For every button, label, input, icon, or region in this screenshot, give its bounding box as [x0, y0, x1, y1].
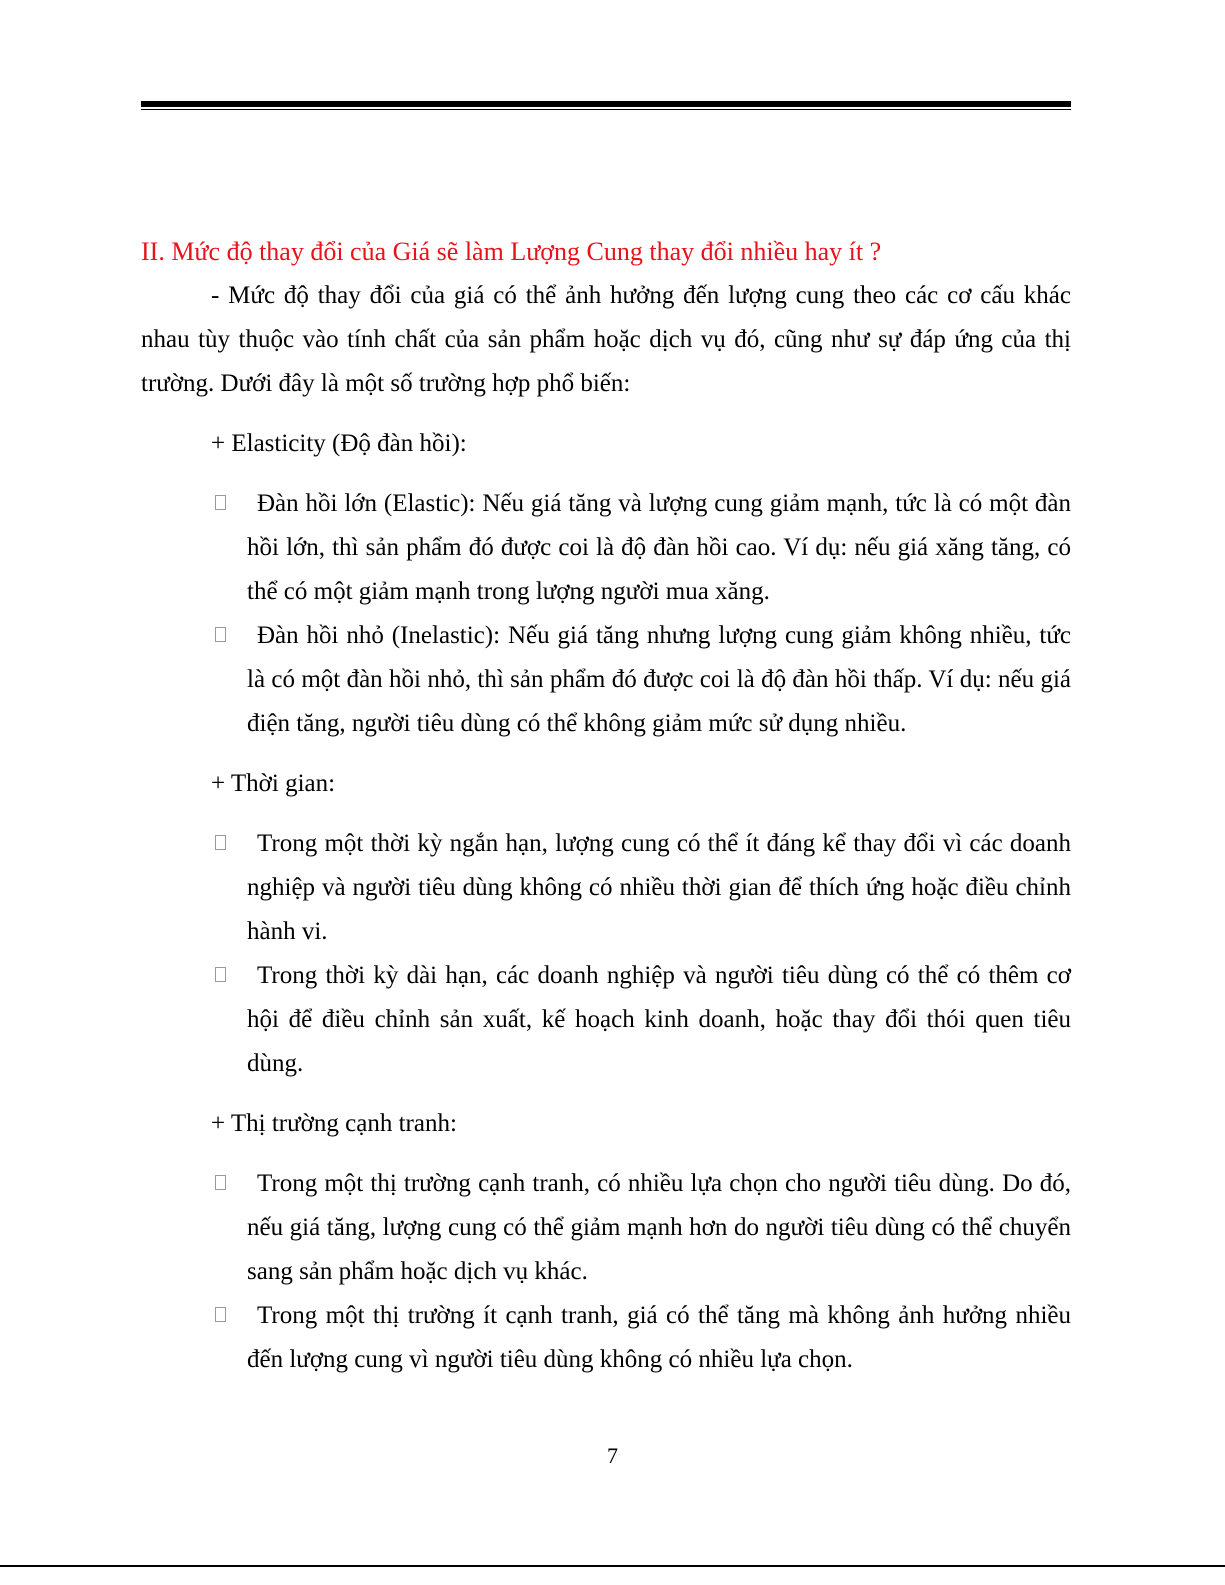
list-item: [247, 1294, 1071, 1382]
list-item-text: Trong một thị trường cạnh tranh, có nhiều lựa chọn cho người tiêu dùng. Do đó, nếu giá tăng, lượng cung có thể giảm mạnh hơn do người tiêu dùng có thể chuyển sang sản phẩm hoặc dịch vụ khác.: [247, 1170, 1071, 1285]
bullet-box-icon: [215, 967, 226, 982]
bullet-box-icon: [215, 627, 226, 642]
list-item-text: Trong một thời kỳ ngắn hạn, lượng cung có thể ít đáng kể thay đổi vì các doanh nghiệp và người tiêu dùng không có nhiều thời gian để thích ứng hoặc điều chỉnh hành vi.: [247, 830, 1071, 945]
list-item: [247, 1162, 1071, 1294]
list-item: [247, 954, 1071, 1086]
bullet-box-icon: [215, 835, 226, 850]
list-item: [247, 482, 1071, 614]
intro-paragraph: - Mức độ thay đổi của giá có thể ảnh hưởng đến lượng cung theo các cơ cấu khác nhau tùy thuộc vào tính chất của sản phẩm hoặc dịch vụ đó, cũng như sự đáp ứng của thị trường. Dưới đây là một số trường hợp phổ biến:: [141, 282, 1071, 397]
list-item-text: Trong thời kỳ dài hạn, các doanh nghiệp và người tiêu dùng có thể có thêm cơ hội để điều chỉnh sản xuất, kế hoạch kinh doanh, hoặc thay đổi thói quen tiêu dùng.: [247, 962, 1071, 1077]
list-item-text: Trong một thị trường ít cạnh tranh, giá có thể tăng mà không ảnh hưởng nhiều đến lượng cung vì người tiêu dùng không có nhiều lựa chọn.: [247, 1302, 1071, 1373]
list-item-text: Đàn hồi nhỏ (Inelastic): Nếu giá tăng nhưng lượng cung giảm không nhiều, tức là có một đàn hồi nhỏ, thì sản phẩm đó được coi là độ đàn hồi thấp. Ví dụ: nếu giá điện tăng, người tiêu dùng có thể không giảm mức sử dụng nhiều.: [247, 622, 1071, 737]
section-heading: II. Mức độ thay đổi của Giá sẽ làm Lượng Cung thay đổi nhiều hay ít ?: [141, 237, 882, 266]
page-bottom-edge: [0, 1565, 1225, 1567]
page-content: [141, 230, 1071, 1382]
section-title: + Thời gian:: [211, 770, 336, 797]
bullet-list: [141, 1162, 1071, 1382]
header-rule-thick: [141, 101, 1071, 107]
section-time: [141, 762, 1071, 1086]
list-item-text: Đàn hồi lớn (Elastic): Nếu giá tăng và lượng cung giảm mạnh, tức là có một đàn hồi lớn, thì sản phẩm đó được coi là độ đàn hồi cao. Ví dụ: nếu giá xăng tăng, có thể có một giảm mạnh trong lượng người mua xăng.: [247, 490, 1071, 605]
list-item: [247, 614, 1071, 746]
bullet-list: [141, 482, 1071, 746]
list-item: [247, 822, 1071, 954]
bullet-list: [141, 822, 1071, 1086]
section-title: + Thị trường cạnh tranh:: [211, 1110, 457, 1137]
section-title: + Elasticity (Độ đàn hồi):: [211, 430, 467, 457]
section-competitive-market: [141, 1102, 1071, 1382]
bullet-box-icon: [215, 1175, 226, 1190]
section-elasticity: [141, 422, 1071, 746]
page-number: 7: [607, 1443, 618, 1468]
bullet-box-icon: [215, 495, 226, 510]
bullet-box-icon: [215, 1307, 226, 1322]
header-rule-thin: [141, 109, 1071, 110]
